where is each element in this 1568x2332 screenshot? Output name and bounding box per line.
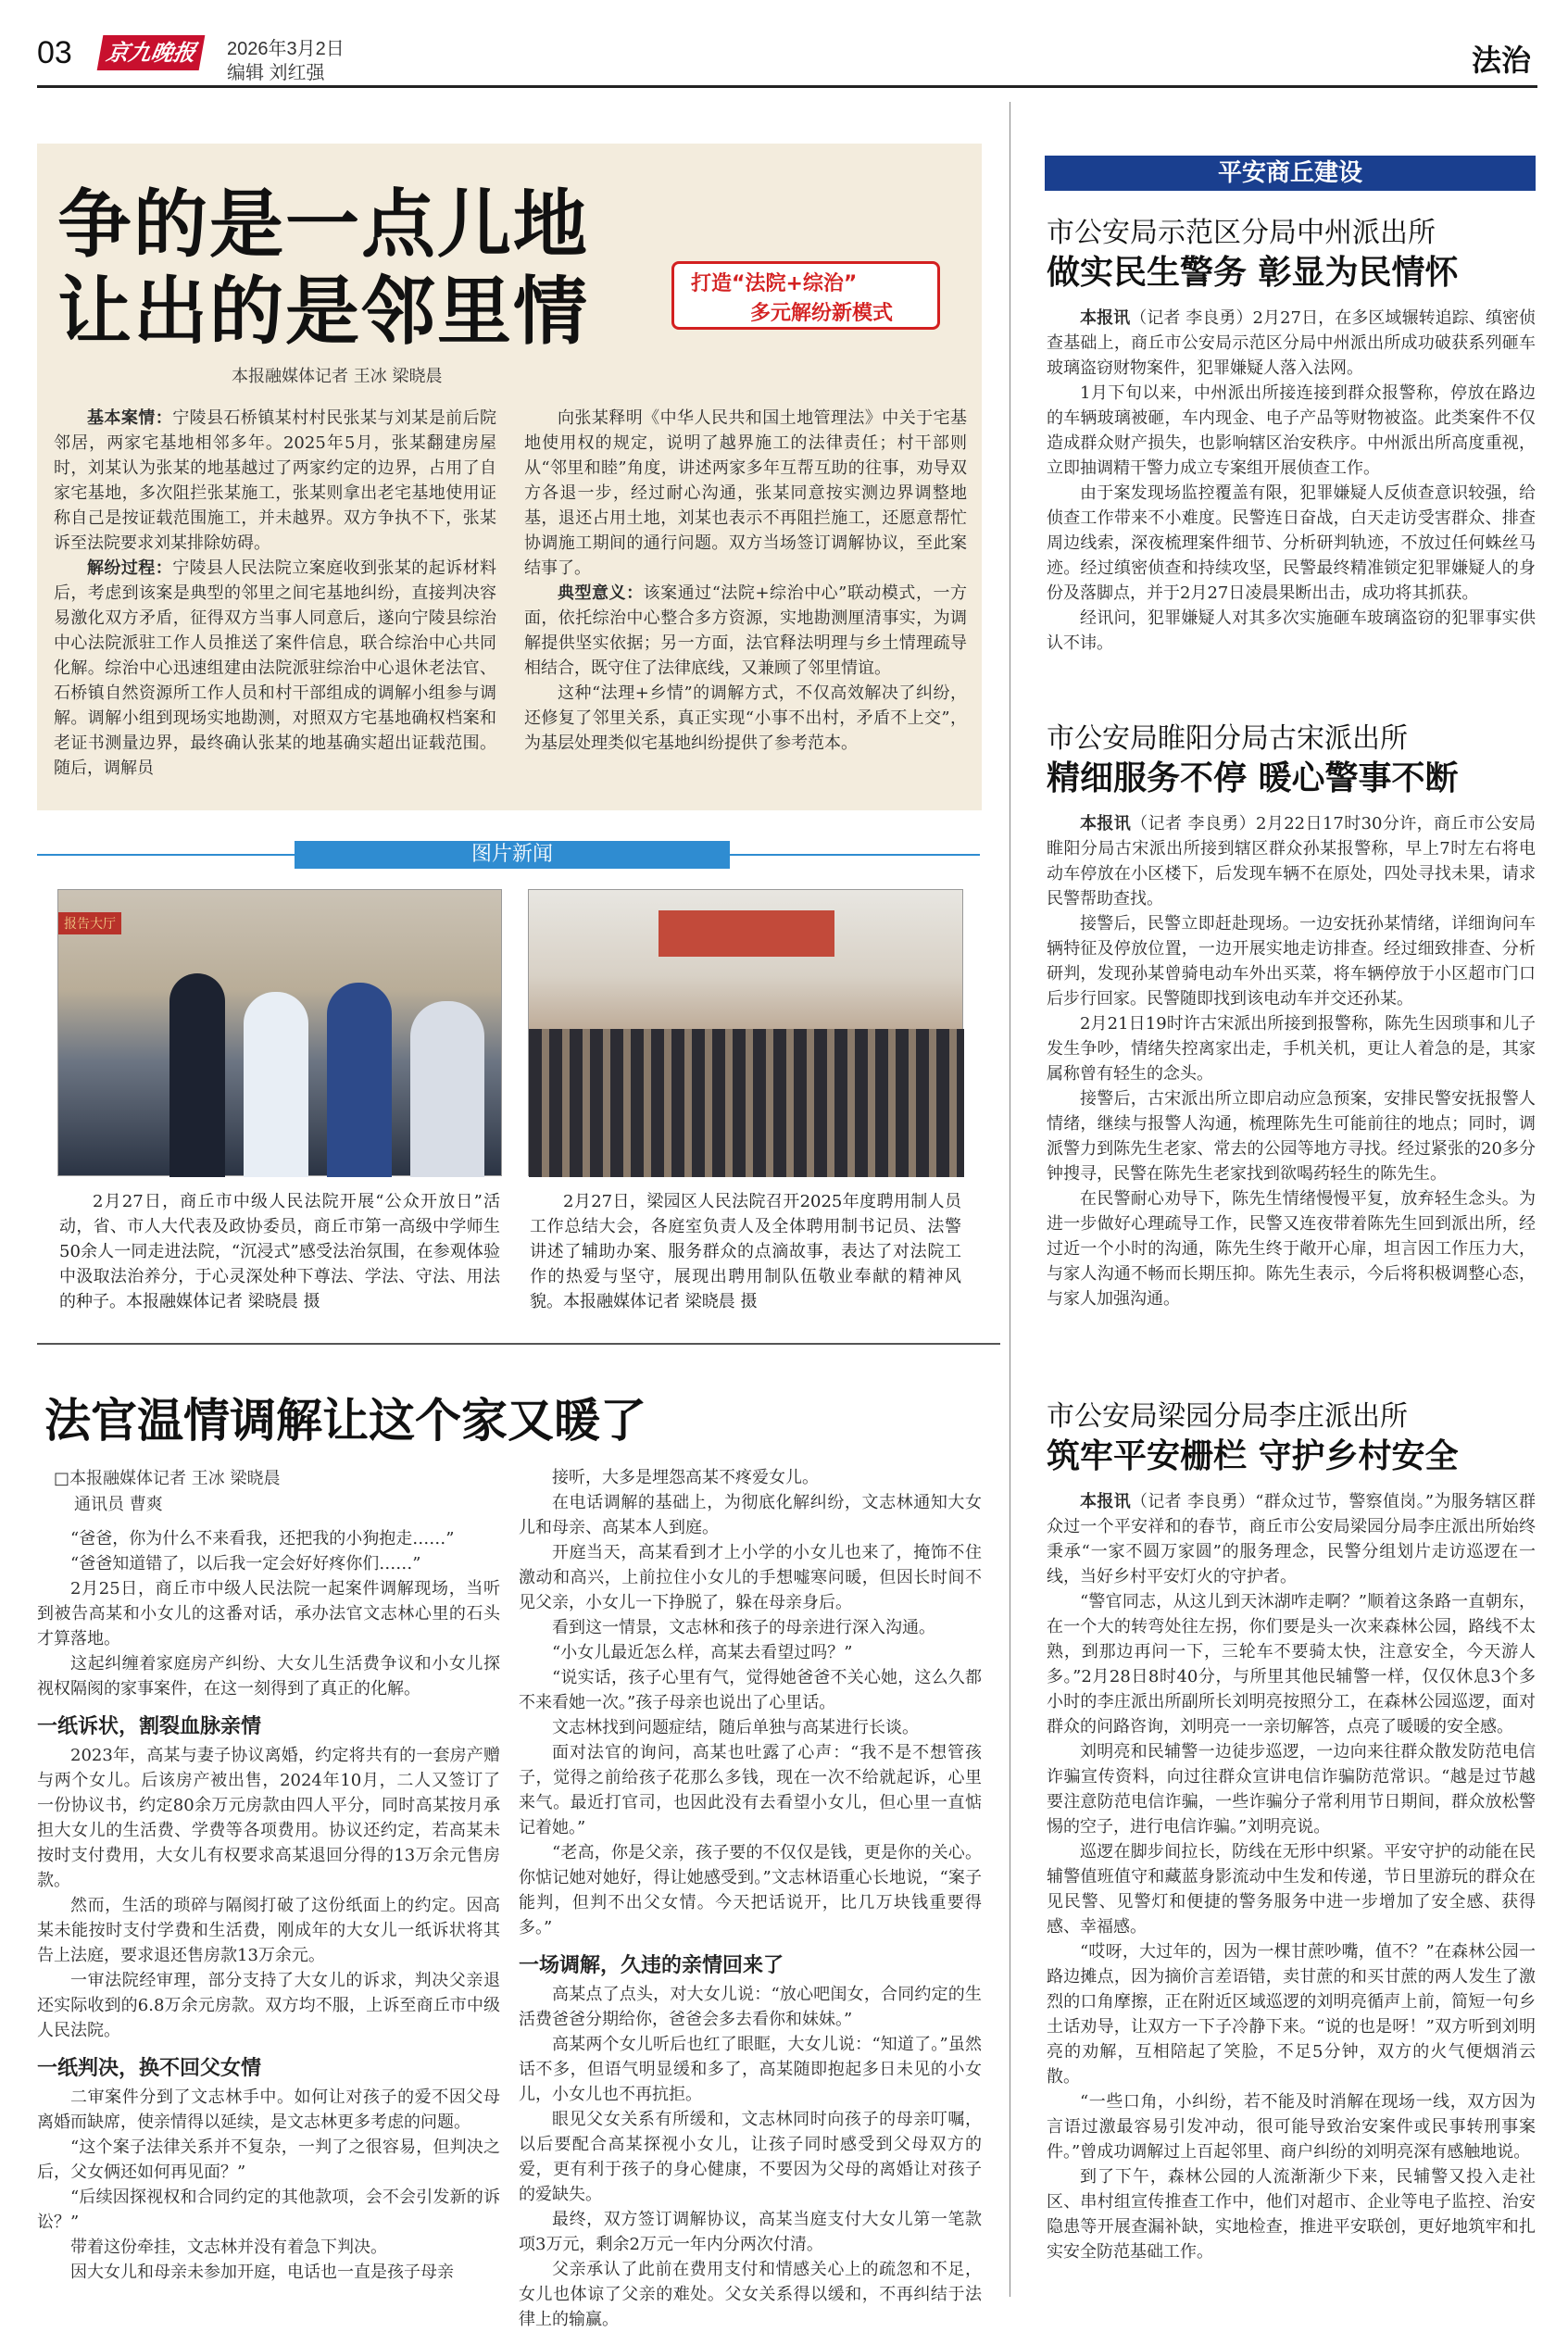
paper-name: 京九晚报 [104,39,198,66]
paragraph [1047,1186,1536,1311]
subheading: 一纸诉状，割裂血脉亲情 [37,1715,262,1738]
paragraph-text: （记者 李良勇）2月22日17时30分许，商丘市公安局睢阳分局古宋派出所接到辖区群众孙某报警称，早上7时左右将电动车停放在小区楼下，后发现车辆不在原处，四处寻找未果，请求民警帮助查找。 [1047,814,1536,909]
lead-col-1 [54,406,496,799]
s3-title-1: 市公安局梁园分局李庄派出所 [1047,1400,1408,1433]
paragraph [1047,2089,1536,2164]
paragraph [1047,1739,1536,1839]
paragraph: 最终，双方签订调解协议，高某当庭支付大女儿第一笔款项3万元，剩余2万元一年内分两次付清。 [519,2210,982,2254]
second-col-2 [519,1465,982,2329]
lead-byline: 本报融媒体记者 王冰 梁晓晨 [232,367,443,386]
photo-court-open-day [57,889,502,1176]
paragraph [1047,606,1536,656]
second-byline-1: □本报融媒体记者 王冰 梁晓晨 [54,1469,281,1488]
paragraph: 开庭当天，高某看到才上小学的小女儿也来了，掩饰不住激动和高兴，上前拉住小女儿的手想嘘寒问暖，但因长时间不见父亲，小女儿一下挣脱了，躲在母亲身后。 [519,1543,982,1612]
subheading: 一场调解，久违的亲情回来了 [519,1954,784,1977]
s1-title-1: 市公安局示范区分局中州派出所 [1047,217,1436,249]
paragraph-text: 经讯问，犯罪嫌疑人对其多次实施砸车玻璃盗窃的犯罪事实供认不讳。 [1047,608,1536,653]
paragraph-text: “一些口角，小纠纷，若不能及时消解在现场一线，双方因为言语过激最容易引发冲动，很可能导致治安案件或民事转刑事案件。”曾成功调解过上百起邻里、商户纠纷的刘明亮深有感触地说。 [1047,2092,1536,2162]
paragraph [1047,911,1536,1011]
page-number: 03 [37,35,72,70]
paragraph: 2023年，高某与妻子协议离婚，约定将共有的一套房产赠与两个女儿。后该房产被出售，2024年10月，二人又签订了一份协议书，约定80余万元房款由四人平分，同时高某按月承担大女儿的生活费、学费等各项费用。协议还约定，若高某未按时支付费用，大女儿有权要求高某退回分得的13万余元售房款。 [37,1746,500,1890]
paragraph [1047,306,1536,381]
second-byline-2: 通讯员 曹爽 [74,1495,163,1514]
divider [37,1343,1000,1345]
paragraph: “小女儿最近怎么样，高某去看望过吗？” [552,1643,853,1662]
paragraph [524,581,967,681]
paragraph-text: 接警后，古宋派出所立即启动应急预案，安排民警安抚报警人情绪，继续与报警人沟通，梳理陈先生可能前往的地点；同时，调派警力到陈先生老家、常去的公园等地方寻找。经过紧张的20多分钟搜寻，民警在陈先生老家找到欲喝药轻生的陈先生。 [1047,1089,1536,1184]
paragraph: 眼见父女关系有所缓和，文志林同时向孩子的母亲叮嘱，以后要配合高某探视小女儿，让孩子同时感受到父母双方的爱，更有利于孩子的身心健康，不要因为父母的离婚让对孩子的爱缺失。 [519,2110,982,2204]
paragraph-text: 1月下旬以来，中州派出所接连接到群众报警称，停放在路边的车辆玻璃被砸，车内现金、电子产品等财物被盗。此类案件不仅造成群众财产损失，也影响辖区治安秩序。中州派出所高度重视，立即抽调精干警力成立专案组开展侦查工作。 [1047,383,1536,478]
photo-stage [659,910,834,957]
photo-caption-1: 2月27日，商丘市中级人民法院开展“公众开放日”活动，省、市人大代表及政协委员，商丘市第一高级中学师生50余人一同走进法院，“沉浸式”感受法治氛围，在参观体验中汲取法治养分，于心灵深处种下尊法、学法、守法、用法的种子。本报融媒体记者 梁晓晨 摄 [59,1192,500,1311]
paragraph-text: 在民警耐心劝导下，陈先生情绪慢慢平复，放弃轻生念头。为进一步做好心理疏导工作，民警又连夜带着陈先生回到派出所，经过近一个小时的沟通，陈先生终于敞开心扉，坦言因工作压力大，与家人沟通不畅而长期压抑。陈先生表示，今后将积极调整心态，与家人加强沟通。 [1047,1189,1536,1309]
paragraph [54,556,496,781]
paragraph-text: 这种“法理+乡情”的调解方式，不仅高效解决了纠纷，还修复了邻里关系，真正实现“小事不出村，矛盾不上交”，为基层处理类似宅基地纠纷提供了参考范本。 [524,683,967,753]
s1-body [1047,306,1536,695]
s2-title-1: 市公安局睢阳分局古宋派出所 [1047,722,1408,755]
s3-body [1047,1489,1536,2295]
paragraph [1047,381,1536,481]
paragraph: 高某两个女儿听后也红了眼眶，大女儿说：“知道了。”虽然话不多，但语气明显缓和多了，高某随即抱起多日未见的小女儿，小女儿也不再抗拒。 [519,2035,982,2104]
photo-audience [529,1029,964,1177]
paragraph [1047,1589,1536,1739]
right-banner [1045,156,1536,191]
paragraph-text: 2月21日19时许古宋派出所接到报警称，陈先生因琐事和儿子发生争吵，情绪失控离家出走，手机关机，更让人着急的是，其家属称曾有轻生的念头。 [1047,1014,1536,1084]
paragraph-lead: 基本案情： [87,408,173,428]
paragraph: 文志林找到问题症结，随后单独与高某进行长谈。 [552,1718,919,1737]
photo-banner-text: 报告大厅 [58,912,121,934]
paragraph-lead: 本报讯 [1080,1492,1131,1511]
photo-news-rule [730,854,980,856]
paragraph: “爸爸，你为什么不来看我，还把我的小狗抱走……” [70,1529,455,1548]
lead-title-1: 争的是一点儿地 [57,182,589,268]
paragraph: 因大女儿和母亲未参加开庭，电话也一直是孩子母亲 [70,2263,454,2282]
lead-title-2: 让出的是邻里情 [57,269,589,355]
paragraph-lead: 本报讯 [1080,814,1132,834]
paragraph-text: 宁陵县石桥镇某村村民张某与刘某是前后院邻居，两家宅基地相邻多年。2025年5月，张某翻建房屋时，刘某认为张某的地基越过了两家约定的边界，占用了自家宅基地，多次阻拦张某施工，张某则拿出老宅基地使用证称自己是按证载范围施工，并未越界。双方争执不下，张某诉至法院要求刘某排除妨碍。 [54,408,497,553]
section-name: 法治 [1471,43,1531,78]
paragraph: 父亲承认了此前在费用支付和情感关心上的疏忽和不足，女儿也体谅了父亲的难处。父女关系得以缓和，不再纠结于法律上的输赢。 [519,2260,982,2329]
paragraph-text: “警官同志，从这儿到天沐湖咋走啊？”顺着这条路一直朝东，在一个大的转弯处往左拐，你们要是头一次来森林公园，路线不太熟，到那边再问一下，三轮车不要骑太快，注意安全，今天游人多。”2月28日8时40分，与所里其他民辅警一样，仅仅休息3个多小时的李庄派出所副所长刘明亮按照分工，在森林公园巡逻，面对群众的问路咨询，刘明亮一一亲切解答，点亮了暖暖的安全感。 [1047,1592,1536,1736]
photo-news-title: 图片新闻 [470,843,553,866]
paragraph-text: 巡逻在脚步间拉长，防线在无形中织紧。平安守护的动能在民辅警值班值守和藏蓝身影流动中生发和传递，节日里游玩的群众在见民警、见警灯和便捷的警务服务中进一步增加了安全感、获得感、幸福感。 [1047,1842,1536,1937]
paper-logo [97,35,206,70]
paragraph-text: 该案通过“法院+综治中心”联动模式，一方面，依托综治中心整合多方资源，实地勘测厘清事实，为调解提供坚实依据；另一方面，法官释法明理与乡土情理疏导相结合，既守住了法律底线，又兼顾了邻里情谊。 [524,583,967,678]
paragraph: “老高，你是父亲，孩子要的不仅仅是钱，更是你的关心。你惦记她对她好，得让她感受到。”文志林语重心长地说，“案子能判，但判不出父女情。今天把话说开，比几万块钱重要得多。” [519,1843,982,1937]
photo-caption-2: 2月27日，梁园区人民法院召开2025年度聘用制人员工作总结大会，各庭室负责人及全体聘用制书记员、法警讲述了辅助办案、服务群众的点滴故事，表达了对法院工作的热爱与坚守，展现出聘用制队伍敬业奉献的精神风貌。本报融媒体记者 梁晓晨 摄 [530,1192,961,1311]
paragraph [54,406,496,556]
paragraph-text: （记者 李良勇）“群众过节，警察值岗。”为服务辖区群众过一个平安祥和的春节，商丘市公安局梁园分局李庄派出所始终秉承“一家不圆万家圆”的服务理念，民警分组划片走访巡逻在一线，当好乡村平安灯火的守护者。 [1047,1492,1537,1586]
photo-news-rule [37,854,295,856]
paragraph [524,406,967,581]
photo-news-banner [295,841,730,869]
paragraph: “后续因探视权和合同约定的其他款项，会不会引发新的诉讼？” [37,2188,500,2232]
paragraph: 高某点了点头，对大女儿说：“放心吧闺女，合同约定的生活费爸爸分期给你，爸爸会多去看你和妹妹。” [519,1985,982,2029]
paragraph [1047,1939,1536,2089]
s1-title-2: 做实民生警务 彰显为民情怀 [1047,254,1459,292]
paragraph-lead: 解纷过程： [87,558,173,578]
paragraph: “爸爸知道错了，以后我一定会好好疼你们……” [70,1554,421,1573]
second-title: 法官温情调解让这个家又暖了 [44,1394,646,1448]
paragraph: 一审法院经审理，部分支持了大女儿的诉求，判决父亲退还实际收到的6.8万余元房款。双方均不服，上诉至商丘市中级人民法院。 [37,1971,500,2040]
paragraph [1047,1086,1536,1186]
photo-figure [410,1001,484,1177]
paragraph: “说实话，孩子心里有气，觉得她爸爸不关心她，这么久都不来看她一次。”孩子母亲也说出了心里话。 [519,1668,982,1712]
photo-figure [244,992,308,1177]
paragraph-text: 向张某释明《中华人民共和国土地管理法》中关于宅基地使用权的规定，说明了越界施工的法律责任；村干部则从“邻里和睦”角度，讲述两家多年互帮互助的往事，劝导双方各退一步，经过耐心沟通，张某同意按实测边界调整地基，退还占用土地，刘某也表示不再阻拦施工，还愿意帮忙协调施工期间的通行问题。双方当场签订调解协议，至此案结事了。 [524,408,967,578]
paragraph-text: 接警后，民警立即赶赴现场。一边安抚孙某情绪，详细询问车辆特征及停放位置，一边开展实地走访排查。经过细致排查、分析研判，发现孙某曾骑电动车外出买菜，将车辆停放于小区超市门口后步行回家。民警随即找到该电动车并交还孙某。 [1047,914,1536,1009]
paragraph: 这起纠缠着家庭房产纠纷、大女儿生活费争议和小女儿探视权隔阂的家事案件，在这一刻得到了真正的化解。 [37,1654,500,1699]
right-banner-title: 平安商丘建设 [1217,159,1362,187]
paragraph [1047,2164,1536,2264]
paragraph [1047,1489,1536,1589]
paragraph: 在电话调解的基础上，为彻底化解纠纷，文志林通知大女儿和母亲、高某本人到庭。 [519,1493,982,1537]
paragraph [524,681,967,756]
subheading: 一纸判决，换不回父女情 [37,2057,262,2080]
paragraph [1047,811,1536,911]
paragraph: 面对法官的询问，高某也吐露了心声：“我不是不想管孩子，觉得之前给孩子花那么多钱，现在一次不给就起诉，心里来气。最近打官司，也因此没有去看望小女儿，但心里一直惦记着她。” [519,1743,982,1837]
paragraph: 接听，大多是埋怨高某不疼爱女儿。 [552,1468,819,1487]
paragraph: 然而，生活的琐碎与隔阂打破了这份纸面上的约定。因高某未能按时支付学费和生活费，刚成年的大女儿一纸诉状将其告上法庭，要求退还售房款13万余元。 [37,1896,500,1965]
issue-date: 2026年3月2日 [227,39,345,59]
paragraph-text: 由于案发现场监控覆盖有限，犯罪嫌疑人反侦查意识较强，给侦查工作带来不小难度。民警连日奋战，白天走访受害群众、排查周边线索，深夜梳理案件细节、分析研判轨迹，不放过任何蛛丝马迹。经过缜密侦查和持续攻坚，民警最终精准锁定犯罪嫌疑人的身份及落脚点，并于2月27日凌晨果断出击，成功将其抓获。 [1047,483,1536,603]
paragraph [1047,1839,1536,1939]
paragraph: 2月25日，商丘市中级人民法院一起案件调解现场，当听到被告高某和小女儿的这番对话，承办法官文志林心里的石头才算落地。 [37,1579,500,1649]
s2-title-2: 精细服务不停 暖心警事不断 [1047,759,1459,797]
second-col-1 [37,1526,500,2286]
paragraph-text: 刘明亮和民辅警一边徒步巡逻，一边向来往群众散发防范电信诈骗宣传资料，向过往群众宣讲电信诈骗防范常识。“越是过节越要注意防范电信诈骗，一些诈骗分子常利用节日期间，群众放松警惕的空子，进行电信诈骗。”刘明亮说。 [1047,1742,1536,1837]
paragraph-text: “哎呀，大过年的，因为一棵甘蔗吵嘴，值不？”在森林公园一路边摊点，因为摘价言差语错，卖甘蔗的和买甘蔗的两人发生了激烈的口角摩擦，正在附近区域巡逻的刘明亮循声上前，简短一句乡土话劝导，让双方一下子冷静下来。“说的也是呀！”双方听到刘明亮的劝解，互相陪起了笑脸，不足5分钟，双方的火气便烟消云散。 [1047,1942,1536,2087]
paragraph-text: （记者 李良勇）2月27日，在多区域辗转追踪、缜密侦查基础上，商丘市公安局示范区分局中州派出所成功破获系列砸车玻璃盗窃财物案件，犯罪嫌疑人落入法网。 [1047,308,1537,378]
paragraph-lead: 本报讯 [1080,308,1131,328]
paragraph-text: 到了下午，森林公园的人流渐渐少下来，民辅警又投入走社区、串村组宣传推查工作中，他们对超市、企业等电子监控、治安隐患等开展查漏补缺，实地检查，推进平安联创，更好地筑牢和扎实安全防范基础工作。 [1047,2167,1536,2262]
editor: 编辑 刘红强 [227,63,325,83]
lead-col-2 [524,406,967,799]
header-rule [37,85,1537,88]
lead-tag-line-2: 多元解纷新模式 [750,302,894,325]
paragraph [1047,481,1536,606]
paragraph [1047,1011,1536,1086]
photo-figure [169,973,225,1177]
photo-figure [327,983,392,1177]
lead-tag-line-1: 打造“法院+综治” [691,272,858,295]
paragraph: 二审案件分到了文志林手中。如何让对孩子的爱不因父母离婚而缺席，使亲情得以延续，是文志林更多考虑的问题。 [37,2088,500,2132]
s2-body [1047,811,1536,1367]
paragraph: 看到这一情景，文志林和孩子的母亲进行深入沟通。 [552,1618,935,1637]
s3-title-2: 筑牢平安栅栏 守护乡村安全 [1047,1437,1459,1475]
lead-tag [671,261,940,330]
paragraph: 带着这份牵挂，文志林并没有着急下判决。 [70,2238,387,2257]
paragraph: “这个案子法律关系并不复杂，一判了之很容易，但判决之后，父女俩还如何再见面？” [37,2138,500,2182]
paragraph-lead: 典型意义： [558,583,644,603]
photo-staff-meeting [528,889,963,1176]
paragraph-text: 宁陵县人民法院立案庭收到张某的起诉材料后，考虑到该案是典型的邻里之间宅基地纠纷，直接判决容易激化双方矛盾，征得双方当事人同意后，遂向宁陵县综治中心法院派驻工作人员推送了案件信息，联合综治中心共同化解。综治中心迅速组建由法院派驻综治中心退休老法官、石桥镇自然资源所工作人员和村干部组成的调解小组参与调解。调解小组到现场实地勘测，对照双方宅基地确权档案和老证书测量边界，最终确认张某的地基确实超出证载范围。随后，调解员 [54,558,497,778]
